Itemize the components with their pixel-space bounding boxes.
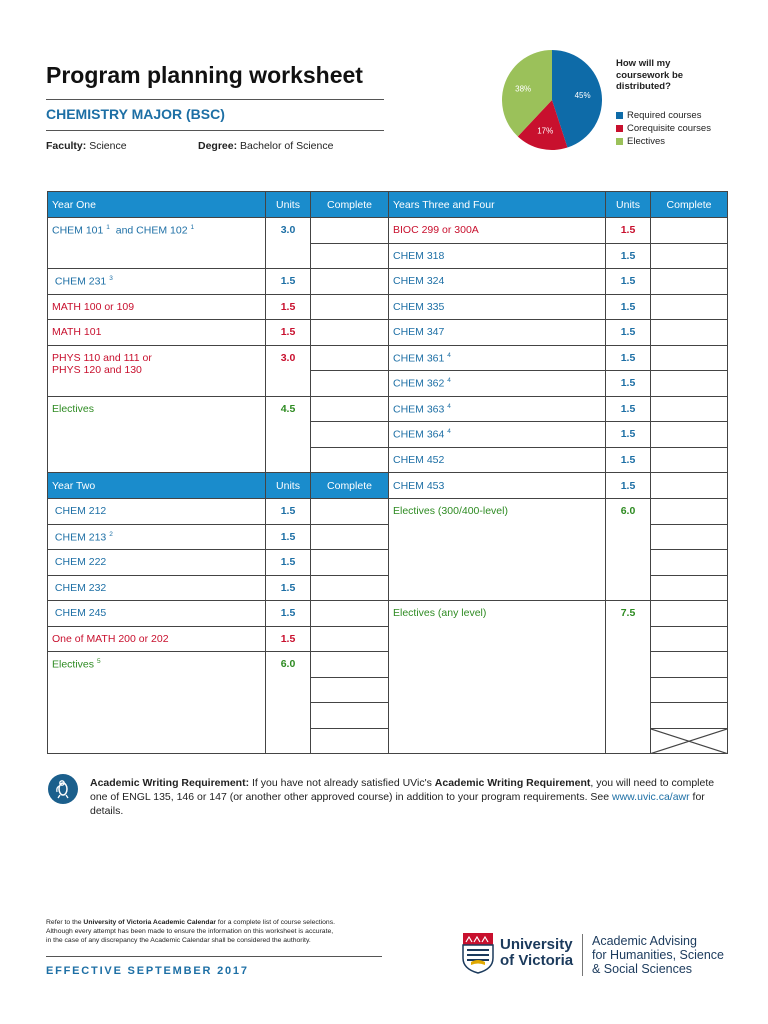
- table-row: [48, 345, 728, 371]
- legend-swatch-electives: [616, 138, 623, 145]
- course-cell: CHEM 101 $^1$ and CHEM 102 $^1$: [48, 218, 266, 269]
- legend-item-required: [616, 109, 711, 122]
- course-table: [47, 191, 728, 754]
- units-cell: 1.5: [266, 550, 311, 576]
- course-cell: MATH 100 or 109: [48, 294, 266, 320]
- complete-checkbox[interactable]: [311, 345, 389, 371]
- degree-label: Degree:: [198, 140, 238, 152]
- page-title: Program planning worksheet: [46, 62, 363, 88]
- table-row: [48, 269, 728, 295]
- uvic-crest-icon: [462, 932, 494, 979]
- complete-checkbox[interactable]: [311, 524, 389, 550]
- units-cell: 1.5: [606, 294, 651, 320]
- cross-mark: [651, 729, 727, 754]
- pie-label-corequisite-courses: 17%: [537, 126, 554, 136]
- complete-checkbox[interactable]: [311, 703, 389, 729]
- course-cell: BIOC 299 or 300A: [389, 218, 606, 244]
- course-cell: CHEM 453: [389, 473, 606, 499]
- complete-checkbox[interactable]: [311, 601, 389, 627]
- complete-header: Complete: [311, 473, 389, 499]
- awr-bird-icon: [48, 774, 78, 804]
- units-cell: 1.5: [606, 447, 651, 473]
- complete-checkbox[interactable]: [651, 320, 728, 346]
- year-one-header: Year One: [48, 192, 266, 218]
- complete-checkbox[interactable]: [311, 218, 389, 244]
- course-cell: CHEM 213 $^2$: [48, 524, 266, 550]
- table-header-row: [48, 192, 728, 218]
- awr-text-1: If you have not already satisfied UVic's: [249, 777, 435, 789]
- units-cell: 1.5: [606, 269, 651, 295]
- faculty-info: [46, 140, 127, 152]
- course-cell: CHEM 245: [48, 601, 266, 627]
- pie-label-electives: 38%: [515, 84, 532, 94]
- complete-checkbox[interactable]: [651, 294, 728, 320]
- units-cell: 1.5: [606, 396, 651, 422]
- calendar-name: University of Victoria Academic Calendar: [83, 919, 216, 926]
- title-rule: [46, 99, 384, 100]
- course-cell: Electives: [48, 396, 266, 473]
- complete-checkbox[interactable]: [311, 447, 389, 473]
- effective-date: EFFECTIVE SEPTEMBER 2017: [46, 965, 249, 977]
- pie-legend: [616, 109, 711, 148]
- units-cell: 7.5: [606, 601, 651, 754]
- complete-checkbox[interactable]: [651, 473, 728, 499]
- table-row: [48, 473, 728, 499]
- units-cell: 1.5: [266, 499, 311, 525]
- course-cell: CHEM 231 $^3$: [48, 269, 266, 295]
- complete-checkbox[interactable]: [651, 550, 728, 576]
- complete-checkbox[interactable]: [651, 345, 728, 371]
- course-cell: CHEM 212: [48, 499, 266, 525]
- units-cell: 6.0: [606, 499, 651, 601]
- course-cell: One of MATH 200 or 202: [48, 626, 266, 652]
- university-name: University of Victoria: [500, 936, 574, 969]
- table-row: [48, 218, 728, 244]
- units-cell: 3.0: [266, 345, 311, 396]
- pie-label-required-courses: 45%: [574, 91, 591, 101]
- legend-label-corequisite: Corequisite courses: [627, 123, 711, 134]
- course-cell: PHYS 110 and 111 or PHYS 120 and 130: [48, 345, 266, 396]
- logo-divider: [582, 934, 583, 976]
- course-cell: CHEM 324: [389, 269, 606, 295]
- course-cell: CHEM 318: [389, 243, 606, 269]
- course-cell: CHEM 347: [389, 320, 606, 346]
- units-header: Units: [266, 192, 311, 218]
- units-cell: 1.5: [266, 294, 311, 320]
- awr-text-2: , you will need to complete one of ENGL 135, 146 or 147 (or another other approved course) in addition to your program requirements. See: [90, 777, 715, 803]
- units-cell: 1.5: [606, 218, 651, 244]
- table-row: [48, 294, 728, 320]
- legend-item-corequisite: [616, 122, 711, 135]
- complete-checkbox[interactable]: [311, 575, 389, 601]
- degree-value: Bachelor of Science: [240, 140, 334, 152]
- complete-checkbox[interactable]: [651, 447, 728, 473]
- units-cell: 1.5: [266, 601, 311, 627]
- table-row: [48, 396, 728, 422]
- units-cell: 4.5: [266, 396, 311, 473]
- complete-checkbox[interactable]: [651, 703, 728, 729]
- units-cell: 1.5: [266, 524, 311, 550]
- complete-checkbox[interactable]: [651, 371, 728, 397]
- complete-checkbox[interactable]: [651, 575, 728, 601]
- bird-icon: [48, 774, 78, 804]
- course-cell: CHEM 232: [48, 575, 266, 601]
- course-cell: CHEM 335: [389, 294, 606, 320]
- program-subtitle: CHEMISTRY MAJOR (BSC): [46, 106, 225, 122]
- complete-checkbox[interactable]: [311, 626, 389, 652]
- complete-checkbox[interactable]: [311, 371, 389, 397]
- complete-checkbox[interactable]: [651, 499, 728, 525]
- course-cell: MATH 101: [48, 320, 266, 346]
- units-header: Units: [266, 473, 311, 499]
- year-two-header: Year Two: [48, 473, 266, 499]
- table-row: [48, 601, 728, 627]
- course-cell: CHEM 362 $^4$: [389, 371, 606, 397]
- units-cell: 1.5: [266, 269, 311, 295]
- units-cell: 1.5: [266, 320, 311, 346]
- legend-swatch-corequisite: [616, 125, 623, 132]
- faculty-label: Faculty:: [46, 140, 87, 152]
- complete-checkbox[interactable]: [651, 218, 728, 244]
- course-cell: Electives (300/400-level): [389, 499, 606, 601]
- awr-notice: [90, 776, 730, 818]
- years-three-four-header: Years Three and Four: [389, 192, 606, 218]
- complete-checkbox[interactable]: [651, 269, 728, 295]
- complete-header: Complete: [311, 192, 389, 218]
- complete-checkbox[interactable]: [651, 677, 728, 703]
- awr-link[interactable]: www.uvic.ca/awr: [612, 791, 690, 803]
- table-row: [48, 499, 728, 525]
- units-cell: 1.5: [606, 422, 651, 448]
- course-cell: CHEM 364 $^4$: [389, 422, 606, 448]
- complete-checkbox[interactable]: [311, 550, 389, 576]
- complete-checkbox[interactable]: [311, 652, 389, 678]
- units-cell: 6.0: [266, 652, 311, 754]
- legend-label-electives: Electives: [627, 136, 666, 147]
- units-cell: 1.5: [606, 345, 651, 371]
- complete-checkbox[interactable]: [311, 294, 389, 320]
- units-cell: 1.5: [606, 473, 651, 499]
- legend-swatch-required: [616, 112, 623, 119]
- complete-checkbox[interactable]: [651, 601, 728, 627]
- pie-question: How will my coursework be distributed?: [616, 58, 684, 92]
- units-cell: 3.0: [266, 218, 311, 269]
- faculty-value: Science: [89, 140, 127, 152]
- complete-checkbox[interactable]: [311, 728, 389, 754]
- units-cell: 1.5: [606, 320, 651, 346]
- complete-checkbox[interactable]: [311, 396, 389, 422]
- pie-svg: [502, 50, 602, 150]
- complete-checkbox[interactable]: [311, 499, 389, 525]
- table-row: [48, 320, 728, 346]
- complete-checkbox[interactable]: [311, 243, 389, 269]
- crossed-out-cell: [651, 728, 728, 754]
- effective-rule: [46, 956, 382, 957]
- units-cell: 1.5: [606, 371, 651, 397]
- advising-unit-name: Academic Advising for Humanities, Science & Social Sciences: [592, 934, 725, 976]
- units-cell: 1.5: [606, 243, 651, 269]
- units-cell: 1.5: [266, 575, 311, 601]
- course-cell: Electives $^5$: [48, 652, 266, 754]
- units-cell: 1.5: [266, 626, 311, 652]
- degree-info: [198, 140, 333, 152]
- complete-checkbox[interactable]: [311, 320, 389, 346]
- course-cell: Electives (any level): [389, 601, 606, 754]
- complete-checkbox[interactable]: [651, 626, 728, 652]
- complete-checkbox[interactable]: [311, 677, 389, 703]
- units-header: Units: [606, 192, 651, 218]
- complete-checkbox[interactable]: [311, 269, 389, 295]
- legend-item-electives: [616, 135, 711, 148]
- complete-checkbox[interactable]: [651, 524, 728, 550]
- subtitle-rule: [46, 130, 384, 131]
- complete-checkbox[interactable]: [311, 422, 389, 448]
- complete-checkbox[interactable]: [651, 243, 728, 269]
- course-cell: CHEM 222: [48, 550, 266, 576]
- course-cell: CHEM 361 $^4$: [389, 345, 606, 371]
- complete-checkbox[interactable]: [651, 652, 728, 678]
- calendar-disclaimer: Refer to the University of Victoria Academic Calendar for a complete list of course selections. Although every attempt has been made to ensure the information on this worksheet is accurate, in the case of any discrepancy the Academic Calendar shall be considered the authority.: [46, 919, 335, 944]
- awr-text-3: for details.: [90, 791, 705, 817]
- legend-label-required: Required courses: [627, 110, 702, 121]
- coursework-pie-chart: [502, 50, 602, 150]
- awr-label: Academic Writing Requirement:: [90, 777, 250, 789]
- complete-header: Complete: [651, 192, 728, 218]
- course-cell: CHEM 452: [389, 447, 606, 473]
- awr-bold: Academic Writing Requirement: [434, 777, 591, 789]
- complete-checkbox[interactable]: [651, 422, 728, 448]
- course-cell: CHEM 363 $^4$: [389, 396, 606, 422]
- complete-checkbox[interactable]: [651, 396, 728, 422]
- crest-icon: [462, 932, 494, 974]
